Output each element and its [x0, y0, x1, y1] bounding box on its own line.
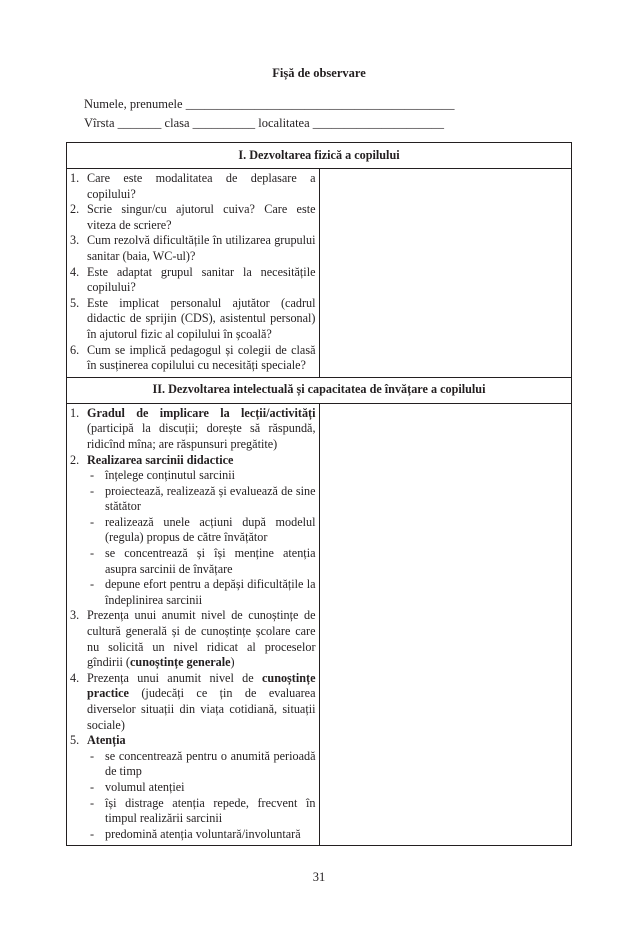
sub-item: - proiectează, realizează și evaluează de sine stătător — [90, 483, 316, 514]
form-title: Fișă de observare — [272, 66, 366, 80]
sub-item: - înțelege conținutul sarcinii — [90, 468, 235, 483]
sub-item: - depune efort pentru a depăși dificultățile la îndeplinirea sarcinii — [90, 577, 316, 607]
list-item: 3. Cum rezolvă dificultățile în utilizarea grupului sanitar (baia, WC-ul)? — [70, 233, 316, 263]
list-item: 2. Scrie singur/cu ajutorul cuiva? Care este viteza de scriere? — [70, 202, 316, 232]
sub-item: - predomină atenția voluntară/involuntară — [90, 826, 301, 841]
list-item: 4. Prezența unui anumit nivel de cunoștințe practice (judecăți ce țin de evaluarea diverselor situații din viața cotidiană, situații sociale) — [70, 670, 316, 732]
section1-questions — [67, 169, 320, 378]
page-number: 31 — [312, 870, 326, 884]
age-class-locality-line: Vîrsta _______ clasa __________ localitatea _____________________ — [84, 116, 445, 130]
list-item: 2. Realizarea sarcinii didactice — [70, 452, 234, 467]
sub-item: - își distrage atenția repede, frecvent în timpul realizării sarcinii — [90, 795, 316, 826]
section2-questions — [67, 403, 320, 846]
section2-heading: II. Dezvoltarea intelectuală și capacitatea de învățare a copilului — [67, 377, 572, 403]
section1-heading: I. Dezvoltarea fizică a copilului — [67, 143, 572, 169]
list-item: 5. Atenția — [70, 733, 126, 748]
list-item: 1. Care este modalitatea de deplasare a copilului? — [70, 171, 316, 201]
sub-item: - se concentrează pentru o anumită perioadă de timp — [90, 748, 316, 779]
sub-item: - se concentrează și își menține atenția asupra sarcinii de învățare — [90, 546, 316, 576]
list-item: 1. Gradul de implicare la lecții/activități (participă la discuții; dorește să răspundă, ridicînd mîna; are răspunsuri pregătite) — [70, 405, 316, 451]
name-field-line: Numele, prenumele ___________________________________________ — [84, 97, 455, 111]
observation-table — [66, 142, 572, 846]
list-item: 3. Prezența unui anumit nivel de cunoștințe de cultură generală și de cunoștințe școlare care nu solicită un nivel ridicat al proceselor gîndirii (cunoștințe generale) — [70, 608, 316, 670]
list-item: 6. Cum se implică pedagogul și colegii de clasă în susținerea copilului cu necesități speciale? — [70, 342, 316, 373]
sub-item: - realizează unele acțiuni după modelul (regula) propus de către învățător — [90, 514, 316, 545]
list-item: 5. Este implicat personalul ajutător (cadrul didactic de sprijin (CDS), asistentul personal) în ajutorul fizic al copilului în școală? — [70, 295, 316, 341]
sub-item: - volumul atenției — [90, 779, 185, 794]
section1-answer-cell[interactable] — [319, 169, 572, 378]
section2-answer-cell[interactable] — [319, 403, 572, 846]
list-item: 4. Este adaptat grupul sanitar la necesitățile copilului? — [70, 264, 316, 295]
